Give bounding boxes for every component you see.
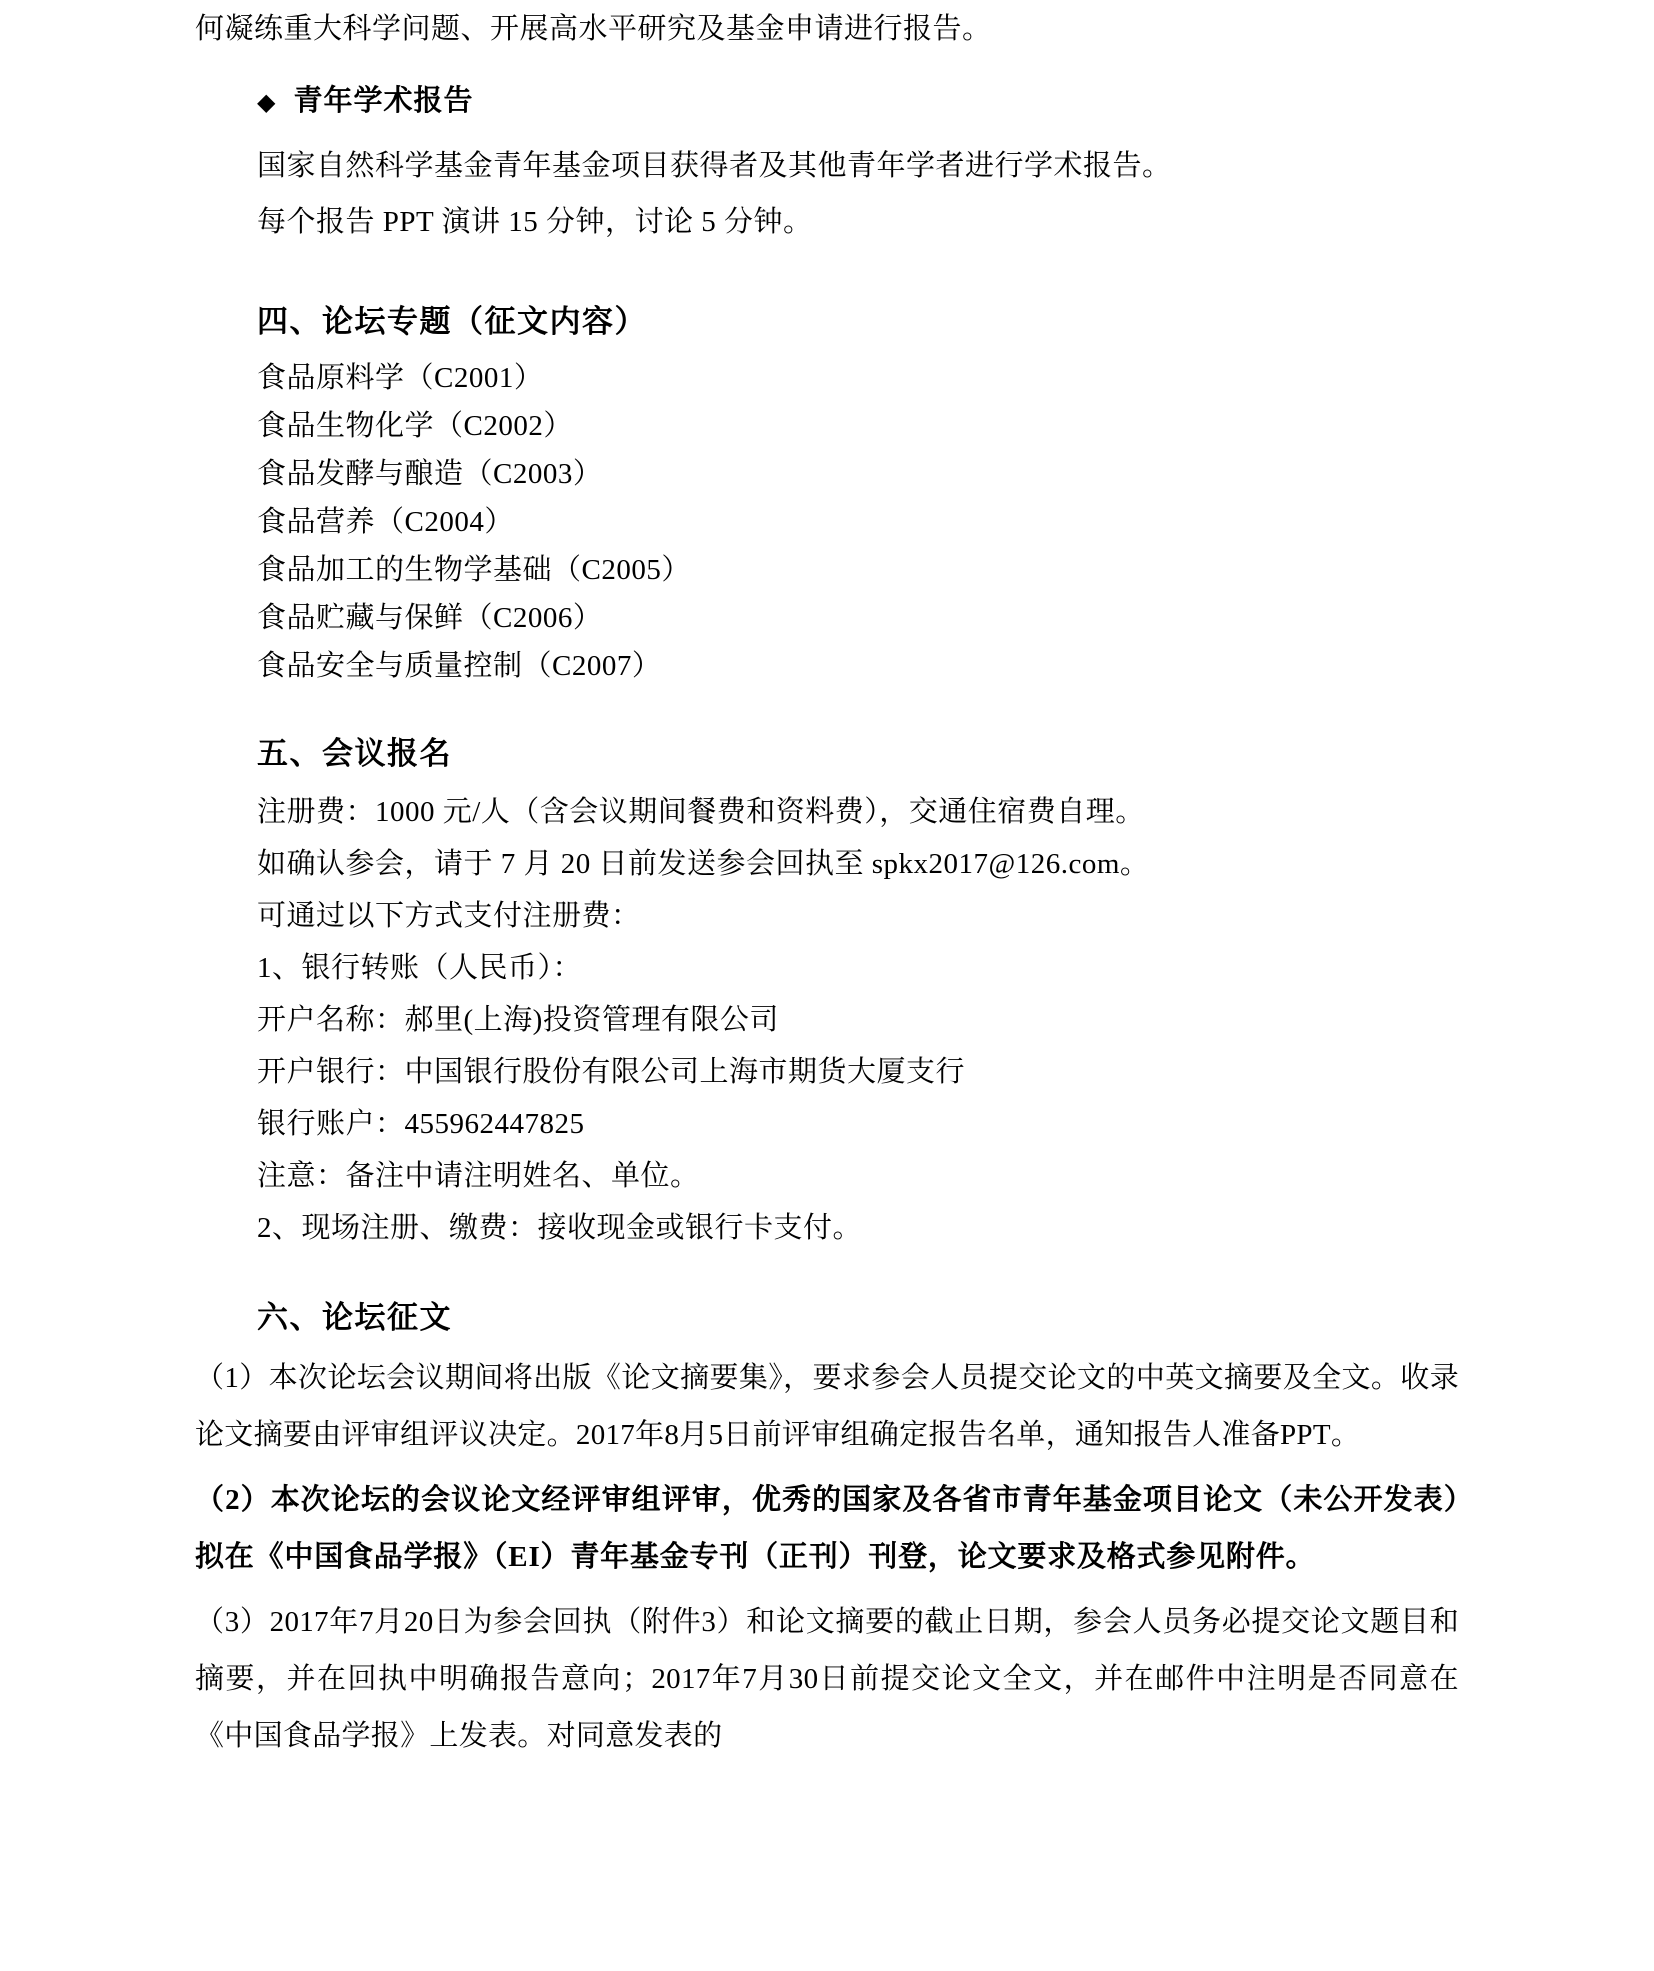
registration-line: 2、现场注册、缴费：接收现金或银行卡支付。 xyxy=(257,1212,863,1244)
registration-line: 可通过以下方式支付注册费： xyxy=(257,900,641,932)
topic-item: 食品营养（C2004） xyxy=(257,506,514,538)
registration-line: 1、银行转账（人民币）： xyxy=(257,952,583,984)
continuation-paragraph: 何凝练重大科学问题、开展高水平研究及基金申请进行报告。 xyxy=(195,13,992,45)
topic-item: 食品贮藏与保鲜（C2006） xyxy=(257,602,603,634)
bullet-paragraph-1: 国家自然科学基金青年基金项目获得者及其他青年学者进行学术报告。 xyxy=(257,150,1172,182)
spacer xyxy=(195,248,1459,258)
registration-line: 注册费：1000 元/人（含会议期间餐费和资料费），交通住宿费自理。 xyxy=(257,796,1145,828)
topic-item: 食品加工的生物学基础（C2005） xyxy=(257,554,691,586)
topic-item: 食品生物化学（C2002） xyxy=(257,410,573,442)
registration-line: 开户名称：郝里(上海)投资管理有限公司 xyxy=(257,1004,779,1036)
registration-line: 银行账户：455962447825 xyxy=(257,1108,585,1140)
registration-line: 注意：备注中请注明姓名、单位。 xyxy=(257,1160,700,1192)
bullet-paragraph-2: 每个报告 PPT 演讲 15 分钟，讨论 5 分钟。 xyxy=(257,206,813,238)
registration-line: 开户银行：中国银行股份有限公司上海市期货大厦支行 xyxy=(257,1056,966,1088)
section-heading-four: 四、论坛专题（征文内容） xyxy=(257,304,647,339)
registration-line: 如确认参会，请于 7 月 20 日前发送参会回执至 spkx2017@126.com。 xyxy=(257,848,1150,880)
paper-paragraph-2: （2）本次论坛的会议论文经评审组评审，优秀的国家及各省市青年基金项目论文（未公开发表）拟在《中国食品学报》（EI）青年基金专刊（正刊）刊登，论文要求及格式参见附件。 xyxy=(195,1484,1459,1573)
section-heading-five: 五、会议报名 xyxy=(257,736,452,771)
bullet-heading-label: 青年学术报告 xyxy=(293,85,474,117)
topic-item: 食品发酵与酿造（C2003） xyxy=(257,458,603,490)
diamond-bullet-icon: ◆ xyxy=(257,90,276,116)
section-heading-six: 六、论坛征文 xyxy=(257,1300,452,1335)
paper-paragraph-1: （1）本次论坛会议期间将出版《论文摘要集》，要求参会人员提交论文的中英文摘要及全文。收录论文摘要由评审组评议决定。2017年8月5日前评审组确定报告名单，通知报告人准备PPT。 xyxy=(195,1362,1459,1451)
topic-item: 食品安全与质量控制（C2007） xyxy=(257,650,662,682)
topic-item: 食品原料学（C2001） xyxy=(257,362,544,394)
paper-paragraph-3: （3）2017年7月20日为参会回执（附件3）和论文摘要的截止日期，参会人员务必提交论文题目和摘要，并在回执中明确报告意向；2017年7月30日前提交论文全文，并在邮件中注明是否同意在《中国食品学报》上发表。对同意发表的 xyxy=(195,1606,1459,1752)
bullet-heading-row xyxy=(195,78,1459,126)
